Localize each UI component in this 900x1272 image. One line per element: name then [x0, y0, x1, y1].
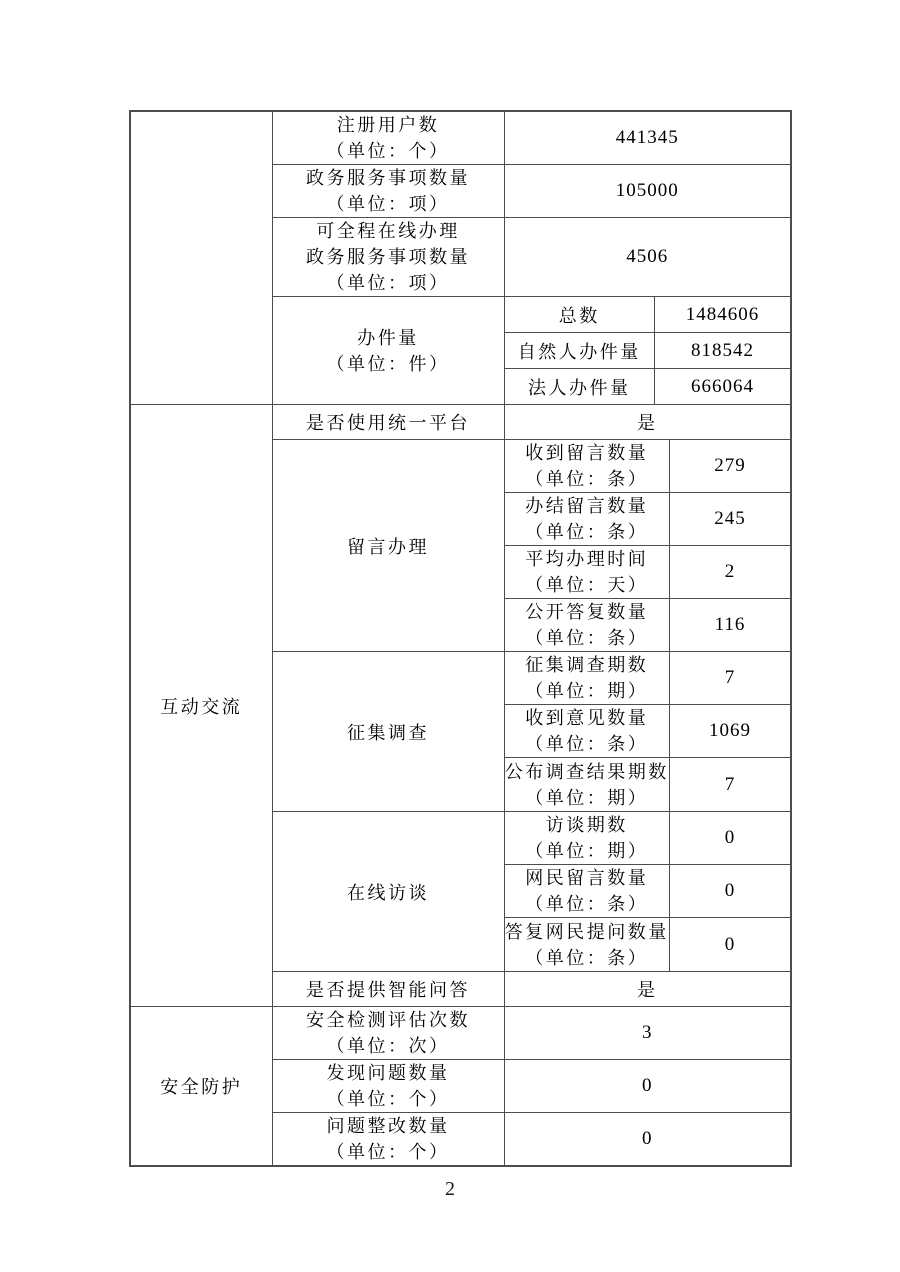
row-unified-platform — [130, 405, 791, 440]
messages-received-label-cell — [505, 440, 670, 493]
case-volume-subtable-cell — [504, 297, 791, 405]
row-security-assessments — [130, 1007, 791, 1060]
interview-sessions-value: 0 — [670, 812, 791, 865]
subrow-opinions-received — [505, 705, 791, 758]
case-volume-subtable — [505, 297, 791, 404]
natural-person-cases-label: 自然人办件量 — [505, 333, 655, 369]
netizen-messages-label-cell — [505, 865, 670, 918]
message-handling-label: 留言办理 — [272, 440, 504, 652]
opinions-received-label-cell — [505, 705, 670, 758]
subrow-natural-person-cases — [505, 333, 791, 369]
category-cell-interaction: 互动交流 — [130, 405, 272, 1007]
surveys-label: 征集调查 — [272, 652, 504, 812]
average-handling-time-label-cell — [505, 546, 670, 599]
subrow-total-cases — [505, 297, 791, 333]
page-number: 2 — [445, 1178, 455, 1200]
row-registered-users — [130, 111, 791, 165]
netizen-messages-label: 网民留言数量 — [525, 868, 649, 888]
smart-qa-value: 是 — [504, 972, 791, 1007]
average-handling-time-value: 2 — [670, 546, 791, 599]
security-assessments-value: 3 — [504, 1007, 791, 1060]
messages-received-label: 收到留言数量 — [525, 443, 649, 463]
subrow-messages-resolved — [505, 493, 791, 546]
legal-person-cases-value: 666064 — [655, 369, 791, 405]
registered-users-label-cell — [272, 111, 504, 165]
netizen-messages-value: 0 — [670, 865, 791, 918]
messages-resolved-label: 办结留言数量 — [525, 496, 649, 516]
message-handling-subtable — [505, 440, 791, 651]
subrow-public-replies — [505, 599, 791, 652]
message-handling-subtable-cell — [504, 440, 791, 652]
subrow-messages-received — [505, 440, 791, 493]
total-cases-value: 1484606 — [655, 297, 791, 333]
online-interviews-subtable — [505, 812, 791, 971]
interview-sessions-label-cell — [505, 812, 670, 865]
problems-rectified-value: 0 — [504, 1113, 791, 1167]
opinions-received-value: 1069 — [670, 705, 791, 758]
subrow-interview-sessions — [505, 812, 791, 865]
problems-found-value: 0 — [504, 1060, 791, 1113]
subrow-netizen-messages — [505, 865, 791, 918]
registered-users-unit: （单位：个） — [326, 141, 450, 161]
case-volume-label-cell — [272, 297, 504, 405]
online-service-items-unit: （单位：项） — [326, 273, 450, 293]
opinions-received-unit: （单位：条） — [525, 734, 649, 754]
legal-person-cases-label: 法人办件量 — [505, 369, 655, 405]
survey-issues-label: 征集调查期数 — [525, 655, 649, 675]
problems-found-label: 发现问题数量 — [326, 1063, 450, 1083]
messages-resolved-value: 245 — [670, 493, 791, 546]
survey-issues-unit: （单位：期） — [525, 681, 649, 701]
unified-platform-value: 是 — [504, 405, 791, 440]
service-items-value: 105000 — [504, 165, 791, 218]
case-volume-unit: （单位：件） — [326, 353, 450, 374]
online-service-items-value: 4506 — [504, 218, 791, 297]
security-assessments-label: 安全检测评估次数 — [306, 1010, 470, 1030]
problems-found-unit: （单位：个） — [326, 1089, 450, 1109]
messages-received-unit: （单位：条） — [525, 469, 649, 489]
registered-users-label: 注册用户数 — [336, 115, 440, 135]
netizen-questions-answered-label-cell — [505, 918, 670, 972]
messages-resolved-label-cell — [505, 493, 670, 546]
public-replies-label-cell — [505, 599, 670, 652]
problems-found-label-cell — [272, 1060, 504, 1113]
annual-report-table — [129, 110, 792, 1167]
interview-sessions-label: 访谈期数 — [545, 815, 628, 835]
surveys-subtable — [505, 652, 791, 811]
messages-resolved-unit: （单位：条） — [525, 522, 649, 542]
public-replies-unit: （单位：条） — [525, 628, 649, 648]
service-items-unit: （单位：项） — [326, 194, 450, 214]
results-published-value: 7 — [670, 758, 791, 812]
netizen-messages-unit: （单位：条） — [525, 894, 649, 914]
problems-rectified-label: 问题整改数量 — [326, 1116, 450, 1136]
survey-issues-label-cell — [505, 652, 670, 705]
interview-sessions-unit: （单位：期） — [525, 841, 649, 861]
security-assessments-label-cell — [272, 1007, 504, 1060]
category-cell-blank — [130, 111, 272, 405]
online-interviews-label: 在线访谈 — [272, 812, 504, 972]
online-interviews-subtable-cell — [504, 812, 791, 972]
service-items-label: 政务服务事项数量 — [306, 168, 470, 188]
average-handling-time-unit: （单位：天） — [525, 575, 649, 595]
results-published-label: 公布调查结果期数 — [504, 761, 669, 782]
results-published-unit: （单位：期） — [525, 787, 649, 808]
unified-platform-label: 是否使用统一平台 — [272, 405, 504, 440]
results-published-label-cell — [505, 758, 670, 812]
total-cases-label: 总数 — [505, 297, 655, 333]
public-replies-value: 116 — [670, 599, 791, 652]
service-items-label-cell — [272, 165, 504, 218]
online-service-items-label-cell — [272, 218, 504, 297]
surveys-subtable-cell — [504, 652, 791, 812]
security-assessments-unit: （单位：次） — [326, 1036, 450, 1056]
online-service-items-label-line2: 政务服务事项数量 — [306, 247, 470, 267]
messages-received-value: 279 — [670, 440, 791, 493]
survey-issues-value: 7 — [670, 652, 791, 705]
case-volume-label: 办件量 — [357, 327, 419, 348]
netizen-questions-answered-label: 答复网民提问数量 — [504, 921, 669, 942]
problems-rectified-unit: （单位：个） — [326, 1142, 450, 1162]
natural-person-cases-value: 818542 — [655, 333, 791, 369]
registered-users-value: 441345 — [504, 111, 791, 165]
average-handling-time-label: 平均办理时间 — [525, 549, 649, 569]
subrow-survey-issues — [505, 652, 791, 705]
opinions-received-label: 收到意见数量 — [525, 708, 649, 728]
public-replies-label: 公开答复数量 — [525, 602, 649, 622]
subrow-legal-person-cases — [505, 369, 791, 405]
netizen-questions-answered-value: 0 — [670, 918, 791, 972]
report-table-container — [129, 110, 790, 1167]
category-cell-security: 安全防护 — [130, 1007, 272, 1167]
online-service-items-label-line1: 可全程在线办理 — [316, 221, 460, 241]
subrow-average-handling-time — [505, 546, 791, 599]
smart-qa-label: 是否提供智能问答 — [272, 972, 504, 1007]
problems-rectified-label-cell — [272, 1113, 504, 1167]
subrow-results-published — [505, 758, 791, 812]
subrow-netizen-questions-answered — [505, 918, 791, 972]
netizen-questions-answered-unit: （单位：条） — [525, 947, 649, 968]
